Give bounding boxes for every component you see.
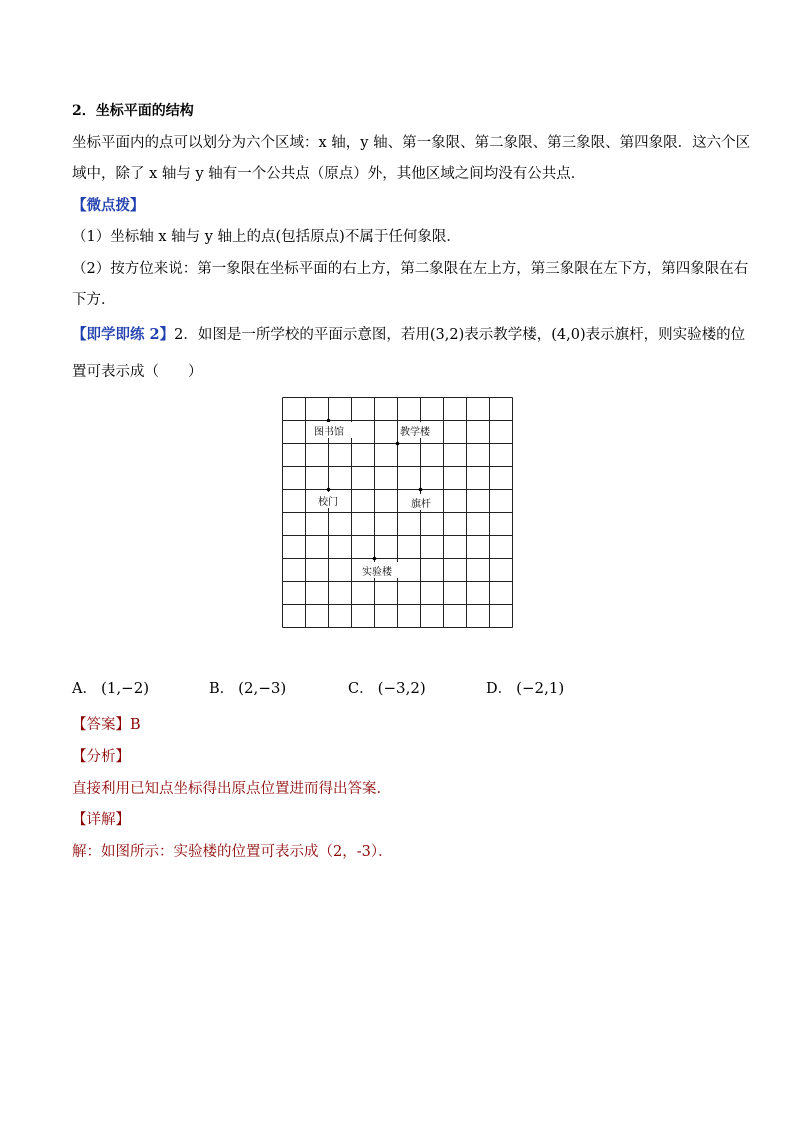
option-letter: C． [348, 681, 374, 697]
option-c[interactable] [348, 678, 426, 699]
label-flagpole: 旗杆 [411, 499, 431, 510]
section-title: 2．坐标平面的结构 [72, 103, 194, 119]
option-value: (−2,1) [516, 679, 565, 697]
tip-item-2-line: （2）按方位来说：第一象限在坐标平面的右上方，第二象限在左上方，第三象限在左下方，第四象限在右 [72, 261, 749, 277]
option-value: (−3,2) [377, 679, 426, 697]
paragraph-line: 坐标平面内的点可以划分为六个区域：x 轴，y 轴、第一象限、第二象限、第三象限、第四象限．这六个区 [72, 135, 751, 151]
answer-label: 【答案】 [72, 717, 130, 733]
option-letter: A． [72, 681, 97, 697]
option-b[interactable] [209, 678, 286, 699]
paragraph-line: 域中，除了 x 轴与 y 轴有一个公共点（原点）外，其他区域之间均没有公共点． [72, 166, 586, 182]
tip-label: 【微点拨】 [72, 197, 145, 214]
point-lab [373, 557, 377, 561]
tip-item-2-line: 下方． [72, 292, 116, 308]
option-a[interactable] [72, 678, 149, 699]
label-library: 图书馆 [314, 427, 344, 438]
coord-teaching: (3,2) [429, 327, 465, 343]
option-value: (2,−3) [238, 679, 287, 697]
question-tag: 【即学即练 2】 [72, 326, 175, 343]
point-library [327, 419, 331, 423]
label-gate: 校门 [318, 497, 338, 508]
point-gate [327, 488, 331, 492]
detail-text: 解：如图所示：实验楼的位置可表示成（2，-3）． [72, 844, 393, 860]
option-value: (1,−2) [100, 679, 150, 697]
analysis-label: 【分析】 [72, 749, 130, 765]
school-map-figure [282, 397, 514, 628]
question-line [72, 325, 745, 345]
label-lab: 实验楼 [362, 567, 392, 578]
point-flagpole [419, 488, 423, 492]
label-teaching: 教学楼 [400, 427, 430, 438]
question-line-2: 置可表示成（ ） [72, 364, 203, 380]
option-d[interactable] [486, 678, 564, 699]
coord-flag: (4,0) [551, 327, 586, 343]
answer-value: B [130, 717, 141, 733]
option-letter: D． [486, 681, 513, 697]
question-text: 表示旗杆，则实验楼的位 [585, 327, 746, 343]
analysis-text: 直接利用已知点坐标得出原点位置进而得出答案． [72, 781, 391, 797]
point-teaching [396, 442, 400, 446]
detail-label: 【详解】 [72, 812, 130, 828]
school-map-grid [282, 397, 514, 628]
answer-line [72, 715, 141, 735]
question-text: 2．如图是一所学校的平面示意图，若用 [174, 327, 430, 343]
tip-item-1: （1）坐标轴 x 轴与 y 轴上的点(包括原点)不属于任何象限． [72, 229, 461, 245]
option-letter: B． [209, 681, 235, 697]
question-text: 表示教学楼， [464, 327, 552, 343]
